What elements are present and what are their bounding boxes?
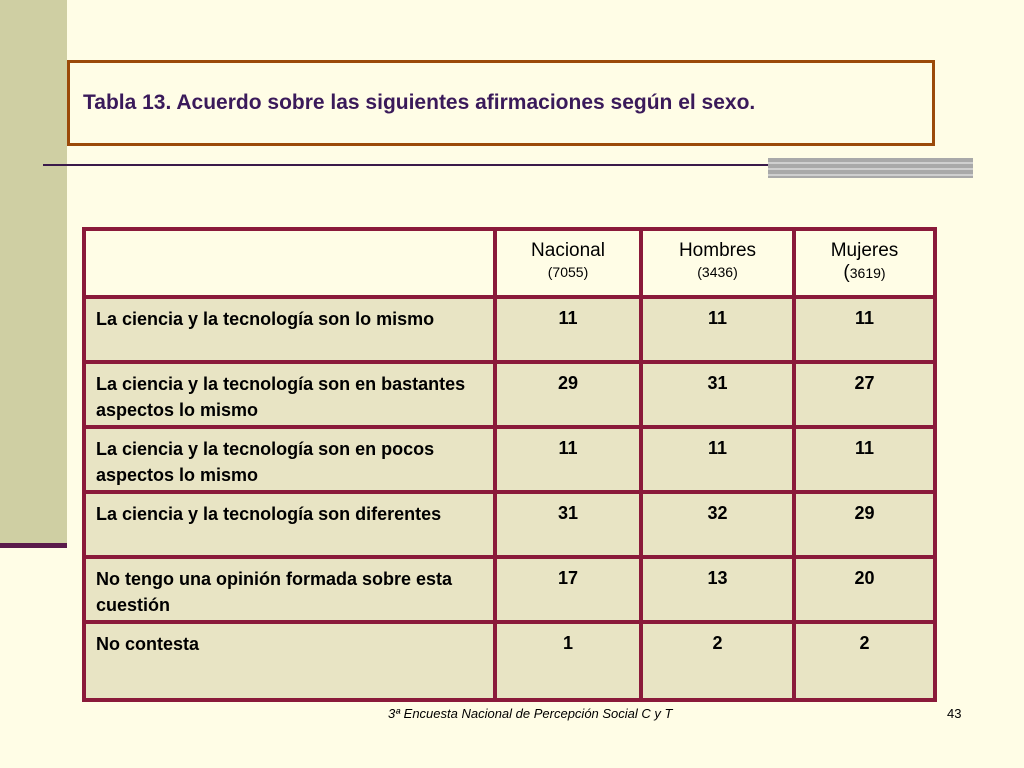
header-paren: (	[843, 262, 850, 283]
value-hombres: 2	[641, 622, 794, 700]
left-divider	[0, 543, 67, 548]
row-label: La ciencia y la tecnología son en bastantes aspectos lo mismo	[84, 362, 495, 427]
value-nacional: 29	[495, 362, 641, 427]
value-mujeres: 2	[794, 622, 935, 700]
value-hombres: 31	[641, 362, 794, 427]
header-mujeres	[794, 229, 935, 297]
value-hombres: 13	[641, 557, 794, 622]
header-label: Hombres	[678, 240, 757, 261]
value-nacional: 1	[495, 622, 641, 700]
table-row	[84, 427, 935, 492]
row-label: La ciencia y la tecnología son en pocos aspectos lo mismo	[84, 427, 495, 492]
row-label: La ciencia y la tecnología son diferentes	[84, 492, 495, 557]
results-table	[82, 227, 937, 702]
left-decorative-bar	[0, 0, 67, 545]
table-row	[84, 362, 935, 427]
title-frame	[67, 60, 935, 146]
table-row	[84, 557, 935, 622]
row-label: No contesta	[84, 622, 495, 700]
page-number: 43	[947, 706, 962, 721]
value-hombres: 32	[641, 492, 794, 557]
table-row	[84, 297, 935, 362]
value-hombres: 11	[641, 427, 794, 492]
header-sample-size: 3619)	[849, 265, 886, 281]
value-mujeres: 27	[794, 362, 935, 427]
value-mujeres: 20	[794, 557, 935, 622]
header-sample-size: (3436)	[697, 264, 738, 280]
row-label: No tengo una opinión formada sobre esta cuestión	[84, 557, 495, 622]
value-nacional: 17	[495, 557, 641, 622]
value-nacional: 11	[495, 427, 641, 492]
decorative-stripes	[768, 158, 973, 178]
value-nacional: 31	[495, 492, 641, 557]
table-row	[84, 622, 935, 700]
footer-source: 3ª Encuesta Nacional de Percepción Social C y T	[388, 706, 673, 721]
value-hombres: 11	[641, 297, 794, 362]
header-empty-cell	[84, 229, 495, 297]
value-mujeres: 11	[794, 427, 935, 492]
value-mujeres: 29	[794, 492, 935, 557]
header-label: Mujeres	[830, 240, 899, 261]
header-label: Nacional	[531, 240, 605, 261]
table-header-row	[84, 229, 935, 297]
slide-title: Tabla 13. Acuerdo sobre las siguientes afirmaciones según el sexo.	[83, 91, 756, 114]
header-nacional	[495, 229, 641, 297]
value-nacional: 11	[495, 297, 641, 362]
header-hombres	[641, 229, 794, 297]
table-row	[84, 492, 935, 557]
row-label: La ciencia y la tecnología son lo mismo	[84, 297, 495, 362]
header-sample-size: (7055)	[547, 264, 589, 280]
value-mujeres: 11	[794, 297, 935, 362]
